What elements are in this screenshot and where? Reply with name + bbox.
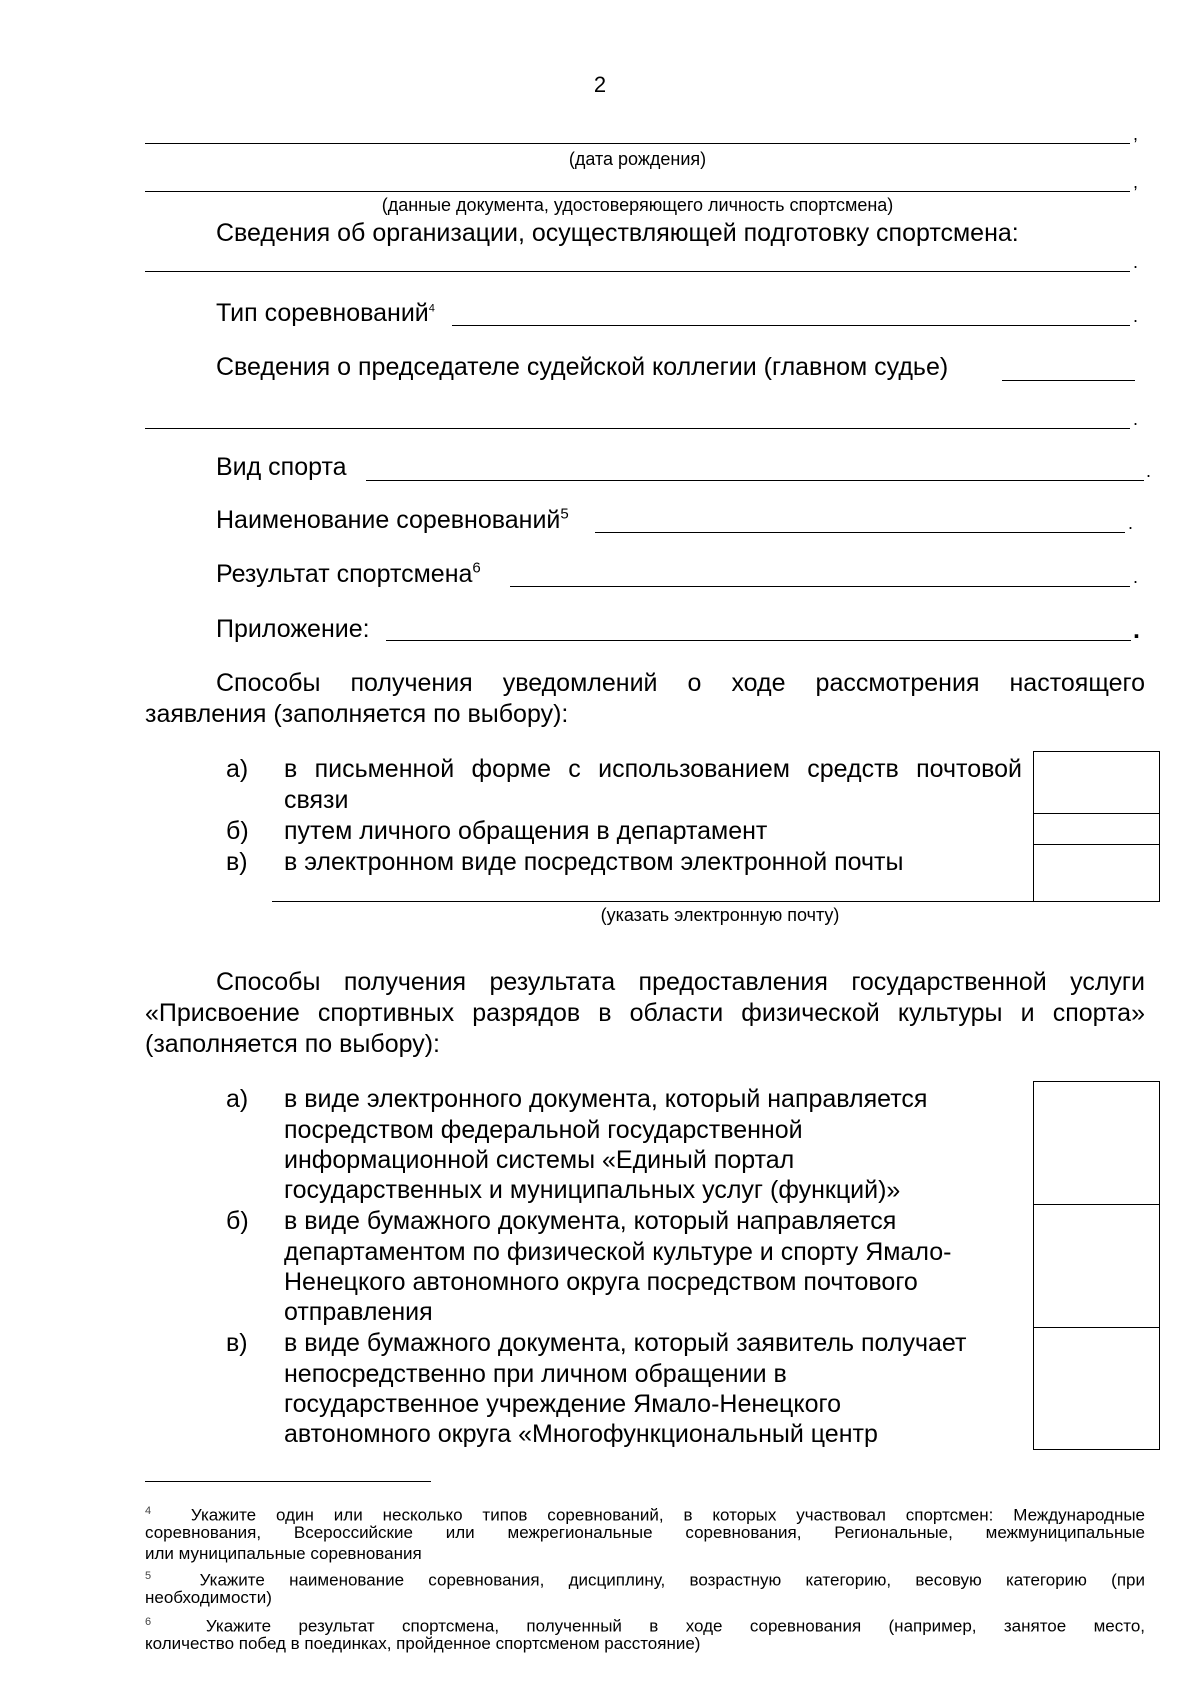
sport-line[interactable] xyxy=(366,480,1144,481)
birth-date-caption: (дата рождения) xyxy=(568,149,707,169)
footnote-number: 4 xyxy=(145,1505,152,1517)
attachment-label: Приложение: xyxy=(216,615,370,643)
result-checkbox-c[interactable] xyxy=(1033,1327,1160,1450)
result-option-letter: в) xyxy=(226,1329,248,1357)
chief-judge-label: Сведения о председателе судейской коллегии (главном судье) xyxy=(216,353,949,381)
footnote-number: 6 xyxy=(145,1616,152,1628)
notification-option-letter: б) xyxy=(226,817,249,845)
result-label: Результат спортсмена xyxy=(216,560,473,588)
result-checkbox-a[interactable] xyxy=(1033,1081,1160,1205)
result-option-text: государственное учреждение Ямало-Ненецкого xyxy=(284,1390,841,1418)
result-intro-line1: Способы получения результата предоставления государственной услуги xyxy=(216,968,1145,996)
result-option-text: автономного округа «Многофункциональный центр xyxy=(284,1420,878,1448)
competition-type-row xyxy=(216,298,435,328)
competition-name-row xyxy=(216,505,569,535)
result-option-text: Ненецкого автономного округа посредством почтового xyxy=(284,1268,918,1296)
comma: , xyxy=(1133,172,1139,192)
chief-judge-line-short[interactable] xyxy=(1002,380,1135,381)
organization-line[interactable] xyxy=(145,271,1130,272)
footnote-6-line2: количество побед в поединках, пройденное спортсменом расстояние) xyxy=(145,1634,701,1653)
organization-label: Сведения об организации, осуществляющей подготовку спортсмена: xyxy=(216,219,1019,247)
period: . xyxy=(1133,252,1139,272)
period: . xyxy=(1133,616,1140,644)
notification-checkbox-b[interactable] xyxy=(1033,813,1160,845)
footnote-number: 5 xyxy=(145,1570,152,1582)
document-data-line[interactable] xyxy=(145,191,1130,192)
period: . xyxy=(1128,513,1134,533)
result-option-text: в виде бумажного документа, который направляется xyxy=(284,1207,897,1235)
result-option-text: отправления xyxy=(284,1298,433,1326)
footnote-ref-6: 6 xyxy=(472,559,481,577)
chief-judge-line[interactable] xyxy=(145,428,1130,429)
notification-option-text: путем личного обращения в департамент xyxy=(284,817,768,845)
footnote-ref-4: 4 xyxy=(428,302,435,315)
competition-name-line[interactable] xyxy=(595,532,1125,533)
footnote-separator xyxy=(145,1481,431,1482)
result-option-text: информационной системы «Единый портал xyxy=(284,1146,795,1174)
document-data-caption: (данные документа, удостоверяющего личность спортсмена) xyxy=(381,195,894,215)
period: . xyxy=(1146,461,1152,481)
result-intro-line2: «Присвоение спортивных разрядов в области физической культуры и спорта» xyxy=(145,999,1145,1027)
notification-intro-line1: Способы получения уведомлений о ходе рассмотрения настоящего xyxy=(216,669,1145,697)
result-line[interactable] xyxy=(510,586,1130,587)
result-option-text: в виде электронного документа, который направляется xyxy=(284,1085,928,1113)
comma: , xyxy=(1133,124,1139,144)
footnote-text: Укажите наименование соревнования, дисциплину, возрастную категорию, весовую категорию (при xyxy=(199,1570,1145,1590)
period: . xyxy=(1133,306,1139,326)
period: . xyxy=(1133,409,1139,429)
result-option-text: государственных и муниципальных услуг (функций)» xyxy=(284,1176,901,1204)
result-option-letter: б) xyxy=(226,1207,249,1235)
result-option-text: департаментом по физической культуре и спорту Ямало- xyxy=(284,1238,952,1266)
birth-date-line[interactable] xyxy=(145,143,1130,144)
footnote-text: Укажите один или несколько типов соревнований, в которых участвовал спортсмен: Международные xyxy=(190,1505,1146,1525)
notification-option-text: в письменной форме с использованием средств почтовой xyxy=(284,755,1022,783)
notification-checkbox-c[interactable] xyxy=(1033,844,1160,902)
competition-type-line[interactable] xyxy=(452,325,1130,326)
notification-option-letter: в) xyxy=(226,848,248,876)
result-option-text: в виде бумажного документа, который заявитель получает xyxy=(284,1329,967,1357)
notification-option-text: связи xyxy=(284,786,349,814)
footnote-ref-5: 5 xyxy=(560,505,569,523)
competition-type-label: Тип соревнований xyxy=(216,299,429,327)
result-intro-line3: (заполняется по выбору): xyxy=(145,1030,440,1058)
footnote-text: Укажите результат спортсмена, полученный в ходе соревнования (например, занятое место, xyxy=(205,1616,1145,1636)
sport-label: Вид спорта xyxy=(216,453,347,481)
attachment-line[interactable] xyxy=(386,640,1131,641)
footnote-4-line3: или муниципальные соревнования xyxy=(145,1544,422,1563)
result-option-text: непосредственно при личном обращении в xyxy=(284,1360,787,1388)
result-option-text: посредством федеральной государственной xyxy=(284,1116,803,1144)
email-line[interactable] xyxy=(272,901,1034,902)
result-option-letter: а) xyxy=(226,1085,249,1113)
email-caption: (указать электронную почту) xyxy=(600,905,840,925)
notification-intro-line2: заявления (заполняется по выбору): xyxy=(145,700,569,728)
competition-name-label: Наименование соревнований xyxy=(216,506,561,534)
notification-checkbox-a[interactable] xyxy=(1033,751,1160,814)
page-number: 2 xyxy=(593,72,607,97)
result-checkbox-b[interactable] xyxy=(1033,1204,1160,1328)
footnote-5-line2: необходимости) xyxy=(145,1588,272,1607)
footnote-4-line2: соревнования, Всероссийские или межрегиональные соревнования, Региональные, межмуниципальные xyxy=(145,1523,1145,1542)
notification-option-letter: а) xyxy=(226,755,249,783)
notification-option-text: в электронном виде посредством электронной почты xyxy=(284,848,904,876)
result-row xyxy=(216,559,481,589)
period: . xyxy=(1133,567,1139,587)
